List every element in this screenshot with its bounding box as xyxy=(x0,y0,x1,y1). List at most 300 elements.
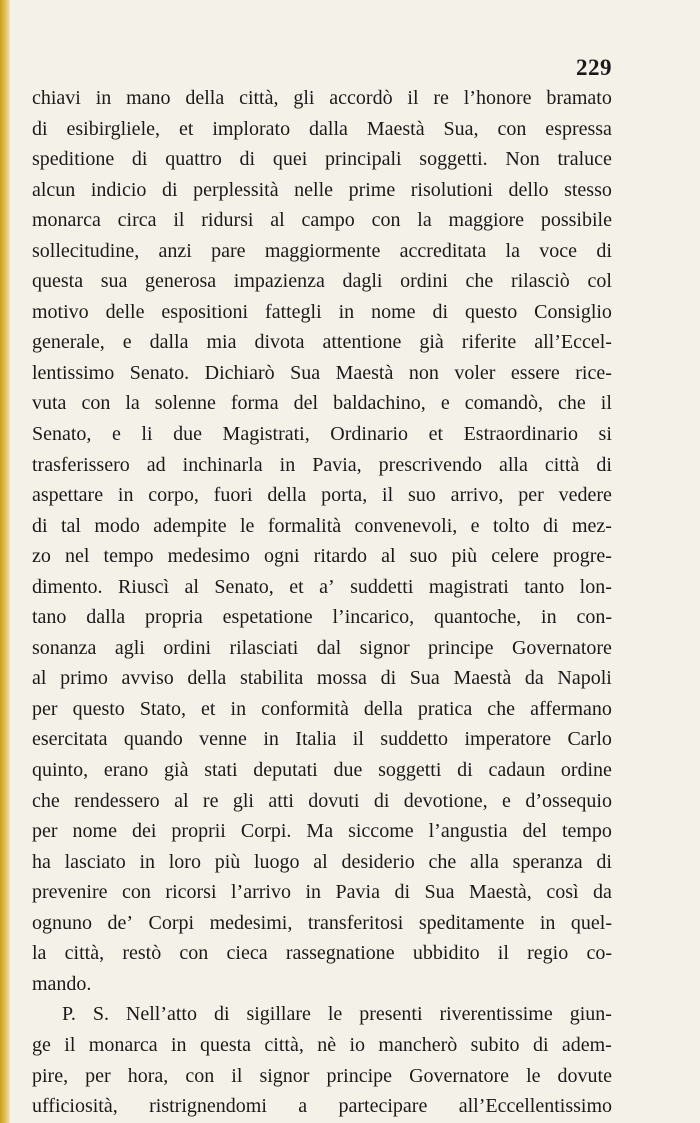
word: Pavia, xyxy=(312,453,362,476)
word: Carlo xyxy=(567,728,612,751)
text-line xyxy=(32,327,612,358)
word: pare xyxy=(211,239,246,262)
word: chiavi xyxy=(32,87,81,109)
text-line xyxy=(32,724,612,755)
word: così xyxy=(546,881,579,904)
word: comandò, xyxy=(464,392,544,415)
word: S. xyxy=(92,1003,109,1026)
word: circa xyxy=(117,209,157,232)
body-text xyxy=(32,83,612,1122)
word: nelle xyxy=(294,178,334,201)
word: desiderio xyxy=(341,850,415,873)
word: implorato xyxy=(212,117,291,140)
word: soggetti xyxy=(378,759,442,782)
word: ridursi xyxy=(201,209,254,232)
word: aspettare xyxy=(32,484,104,507)
word: et xyxy=(178,117,194,140)
word: fuori xyxy=(213,484,253,507)
word: espetatione xyxy=(222,606,313,629)
word: Sua xyxy=(424,881,455,904)
word: per xyxy=(85,1064,111,1087)
word: rilasciò xyxy=(510,270,570,293)
word: Maestà xyxy=(453,667,512,690)
word: il xyxy=(231,1064,243,1087)
word: non xyxy=(408,361,439,384)
word: adem- xyxy=(561,1033,612,1056)
word: ufficiosità, xyxy=(32,1095,118,1118)
word: siccome xyxy=(348,820,414,843)
word: che xyxy=(428,850,457,873)
word: signor xyxy=(259,1064,310,1087)
word: mia xyxy=(206,331,237,354)
word: il xyxy=(407,87,419,109)
word: mando. xyxy=(32,972,92,995)
text-line xyxy=(32,908,612,939)
word: tempo xyxy=(561,820,612,843)
word: con xyxy=(497,117,527,140)
word: ad xyxy=(146,453,166,476)
word: prime xyxy=(348,178,396,201)
word: Senato, xyxy=(32,423,92,446)
word: quando xyxy=(123,728,183,751)
word: a’ xyxy=(319,575,335,598)
word: alla xyxy=(498,453,528,476)
word: perplessità xyxy=(193,178,279,201)
word: Maestà xyxy=(335,361,394,384)
word: anzi xyxy=(158,239,192,262)
word: la xyxy=(32,942,47,965)
word: Ma xyxy=(306,820,334,843)
word: principe xyxy=(326,1064,393,1087)
word: per xyxy=(518,484,544,507)
word: primo xyxy=(60,667,108,690)
page-number: 229 xyxy=(576,55,612,80)
word: mano xyxy=(126,87,171,109)
word: tempo xyxy=(103,545,154,568)
word: prescrivendo xyxy=(378,453,482,476)
word: sonanza xyxy=(32,636,97,659)
word: Nell’atto xyxy=(125,1003,197,1026)
word: Governatore xyxy=(409,1064,510,1087)
text-line xyxy=(32,480,612,511)
word: devotione, xyxy=(403,789,488,812)
word: magistrati xyxy=(428,575,509,598)
word: voler xyxy=(454,361,496,384)
word: adempite xyxy=(153,514,227,537)
word: bramato xyxy=(546,87,612,109)
word: Consiglio xyxy=(534,300,612,323)
word: di xyxy=(596,239,612,262)
word: di xyxy=(131,148,148,171)
word: medesimi, xyxy=(209,911,293,934)
word: questo xyxy=(464,300,518,323)
text-line xyxy=(32,847,612,878)
word: città, xyxy=(64,942,105,965)
word: principali xyxy=(324,148,402,171)
word: vuta xyxy=(32,392,67,415)
word: riferite xyxy=(461,331,517,354)
word: solenne xyxy=(154,392,216,415)
word: Sua xyxy=(290,361,321,384)
word: che xyxy=(465,270,494,293)
word: per xyxy=(32,697,58,720)
word: generale, xyxy=(32,331,105,354)
word: della xyxy=(363,697,403,720)
word: Sua, xyxy=(443,117,479,140)
word: già xyxy=(419,331,444,354)
word: co- xyxy=(586,942,612,965)
text-line xyxy=(32,205,612,236)
word: essere xyxy=(510,361,560,384)
word: nè xyxy=(317,1033,337,1056)
word: di xyxy=(239,148,256,171)
word: voce xyxy=(539,239,578,262)
word: e xyxy=(111,423,121,446)
word: quattro xyxy=(165,148,222,171)
word: trasferissero xyxy=(32,453,130,476)
word: signor xyxy=(359,636,410,659)
word: de’ xyxy=(107,911,134,934)
word: di xyxy=(32,514,48,537)
word: il xyxy=(352,728,364,751)
word: in xyxy=(230,697,247,720)
word: le xyxy=(526,1064,541,1087)
word: vedere xyxy=(558,484,612,507)
word: in xyxy=(117,484,134,507)
text-line xyxy=(32,877,612,908)
word: impazienza xyxy=(233,270,325,293)
word: di xyxy=(394,881,411,904)
word: partecipare xyxy=(338,1095,428,1118)
word: in xyxy=(263,728,279,751)
word: et xyxy=(289,575,304,598)
word: al xyxy=(270,209,285,232)
word: principe xyxy=(428,636,494,659)
word: in xyxy=(541,606,557,629)
word: et xyxy=(201,697,216,720)
word: medesimo xyxy=(167,545,250,568)
word: loro xyxy=(168,850,201,873)
text-line xyxy=(32,1030,612,1061)
word: la xyxy=(125,392,140,415)
word: ristrignendomi xyxy=(149,1095,267,1118)
word: all’Eccellentissimo xyxy=(458,1095,612,1118)
word: con xyxy=(122,881,151,904)
word: affermano xyxy=(530,697,612,720)
word: io xyxy=(349,1033,366,1056)
word: per xyxy=(32,820,58,843)
word: dalla xyxy=(309,117,348,140)
word: Pavia xyxy=(335,881,380,904)
text-line xyxy=(32,266,612,297)
word: sua xyxy=(100,270,128,293)
word: Maestà, xyxy=(469,881,532,904)
word: ritardo xyxy=(313,545,367,568)
word: città, xyxy=(239,87,279,109)
word: il xyxy=(600,392,612,415)
word: città xyxy=(544,453,580,476)
word: la xyxy=(505,239,520,262)
text-line xyxy=(32,755,612,786)
word: da xyxy=(593,881,612,904)
word: re xyxy=(202,789,219,812)
word: di xyxy=(213,1003,230,1026)
word: del xyxy=(293,392,319,415)
word: tolto xyxy=(492,514,530,537)
word: accreditata xyxy=(399,239,487,262)
word: gli xyxy=(232,789,254,812)
word: transferitosi xyxy=(307,911,404,934)
word: generosa xyxy=(145,270,217,293)
word: dalla xyxy=(86,606,126,629)
text-line xyxy=(32,358,612,389)
word: nome xyxy=(371,300,416,323)
word: mancherò xyxy=(378,1033,458,1056)
word: traluce xyxy=(557,148,612,171)
word: in xyxy=(171,1033,187,1056)
word: ubbidito xyxy=(412,942,480,965)
word: gli xyxy=(293,87,315,109)
text-line xyxy=(32,572,612,603)
word: conformità xyxy=(261,697,349,720)
word: imperatore xyxy=(464,728,552,751)
word: del xyxy=(522,820,547,843)
word: ogni xyxy=(263,545,300,568)
text-line xyxy=(32,450,612,481)
word: dello xyxy=(508,178,549,201)
word: accordò xyxy=(329,87,393,109)
word: con xyxy=(179,942,209,965)
word: al xyxy=(174,789,189,812)
word: restò xyxy=(122,942,162,965)
word: P. xyxy=(62,1003,76,1026)
word: l’angustia xyxy=(428,820,508,843)
text-line xyxy=(32,969,612,1000)
word: espressa xyxy=(545,117,612,140)
text-line xyxy=(32,602,612,633)
word: progre- xyxy=(553,545,612,568)
word: l’honore xyxy=(463,87,532,109)
word: mez- xyxy=(571,514,612,537)
word: in xyxy=(539,911,556,934)
text-line xyxy=(32,938,612,969)
word: maggiormente xyxy=(264,239,381,262)
word: alcun xyxy=(32,178,76,201)
word: motivo xyxy=(32,300,89,323)
word: suddetti xyxy=(350,575,414,598)
word: attentione xyxy=(322,331,402,354)
word: quinto, xyxy=(32,759,89,782)
word: esercitata xyxy=(32,728,108,751)
page-binding-edge xyxy=(0,0,10,1123)
word: subito xyxy=(470,1033,520,1056)
word: venne xyxy=(199,728,247,751)
word: questa xyxy=(199,1033,252,1056)
word: di xyxy=(543,514,559,537)
word: al xyxy=(184,575,199,598)
word: Governatore xyxy=(511,636,612,659)
word: hora, xyxy=(127,1064,169,1087)
word: e xyxy=(470,514,480,537)
word: stabilita xyxy=(239,667,304,690)
word: tal xyxy=(60,514,81,537)
word: arrivo, xyxy=(450,484,504,507)
word: tano xyxy=(32,606,67,629)
word: che xyxy=(32,789,60,812)
word: più xyxy=(451,545,478,568)
word: quel- xyxy=(570,911,612,934)
word: di xyxy=(596,453,612,476)
word: modo xyxy=(94,514,140,537)
word: et xyxy=(428,423,444,446)
word: Corpi. xyxy=(240,820,292,843)
word: di xyxy=(373,789,390,812)
word: questa xyxy=(32,270,84,293)
text-line xyxy=(32,816,612,847)
word: ognuno xyxy=(32,911,92,934)
word: stati xyxy=(204,759,238,782)
word: deputati xyxy=(253,759,318,782)
text-line xyxy=(32,144,612,175)
word: campo xyxy=(301,209,355,232)
word: Senato, xyxy=(214,575,274,598)
word: l’incarico, xyxy=(332,606,415,629)
word: convenevoli, xyxy=(354,514,458,537)
word: Magistrati, xyxy=(222,423,310,446)
word: di xyxy=(32,117,48,140)
word: cadaun xyxy=(488,759,546,782)
word: di xyxy=(161,178,178,201)
word: le xyxy=(240,514,255,537)
word: la xyxy=(417,209,432,232)
word: proprii xyxy=(171,820,226,843)
word: propria xyxy=(145,606,203,629)
word: ordini xyxy=(163,636,212,659)
word: in xyxy=(139,850,156,873)
word: in xyxy=(305,881,322,904)
word: porta, xyxy=(321,484,368,507)
word: che xyxy=(558,392,586,415)
word: le xyxy=(327,1003,343,1026)
word: maggiore xyxy=(448,209,525,232)
word: d’ossequio xyxy=(525,789,612,812)
text-line xyxy=(32,1091,612,1122)
word: al xyxy=(313,850,328,873)
text-line xyxy=(32,83,612,114)
word: Stato, xyxy=(139,697,186,720)
text-line xyxy=(32,388,612,419)
word: di xyxy=(532,1033,549,1056)
word: divota xyxy=(254,331,305,354)
word: prevenire xyxy=(32,881,108,904)
word: di xyxy=(432,300,449,323)
word: rice- xyxy=(575,361,612,384)
word: avviso xyxy=(121,667,174,690)
word: speditione xyxy=(32,148,115,171)
word: in xyxy=(95,87,112,109)
word: ha xyxy=(32,850,51,873)
word: da xyxy=(524,667,544,690)
word: celere xyxy=(491,545,539,568)
word: si xyxy=(598,423,612,446)
word: zo xyxy=(32,545,51,568)
word: stesso xyxy=(564,178,612,201)
word: e xyxy=(440,392,450,415)
word: presenti xyxy=(359,1003,423,1026)
text-line xyxy=(32,633,612,664)
word: cieca xyxy=(226,942,268,965)
word: a xyxy=(298,1095,308,1118)
word: giun- xyxy=(569,1003,612,1026)
word: dalla xyxy=(149,331,189,354)
word: Non xyxy=(505,148,540,171)
word: dal xyxy=(316,636,342,659)
word: Estraordinario xyxy=(463,423,578,446)
word: speditamente xyxy=(418,911,525,934)
word: di xyxy=(457,759,473,782)
text-line xyxy=(32,511,612,542)
word: lentissimo xyxy=(32,361,115,384)
word: con xyxy=(371,209,401,232)
word: corpo, xyxy=(148,484,199,507)
word: di xyxy=(596,850,612,873)
word: agli xyxy=(114,636,145,659)
word: rilasciati xyxy=(229,636,299,659)
text-line xyxy=(32,999,612,1030)
word: Ordinario xyxy=(330,423,409,446)
word: ricorsi xyxy=(165,881,217,904)
word: tanto xyxy=(524,575,565,598)
word: monarca xyxy=(32,209,101,232)
word: Maestà xyxy=(366,117,425,140)
word: all’Eccel- xyxy=(534,331,612,354)
word: nel xyxy=(65,545,90,568)
word: due xyxy=(173,423,202,446)
word: già xyxy=(164,759,189,782)
text-line xyxy=(32,1061,612,1092)
word: e xyxy=(502,789,511,812)
word: Riuscì xyxy=(117,575,170,598)
word: il xyxy=(497,942,509,965)
word: fattegli xyxy=(265,300,322,323)
word: baldachino, xyxy=(333,392,426,415)
word: alla xyxy=(470,850,499,873)
word: ge xyxy=(32,1033,51,1056)
text-line xyxy=(32,114,612,145)
word: dei xyxy=(131,820,157,843)
word: che xyxy=(487,697,516,720)
text-line xyxy=(32,175,612,206)
word: suo xyxy=(407,484,436,507)
word: inchinarla xyxy=(182,453,263,476)
word: questo xyxy=(72,697,125,720)
word: Sua xyxy=(409,667,440,690)
word: indicio xyxy=(90,178,147,201)
word: con xyxy=(185,1064,215,1087)
word: Corpi xyxy=(148,911,195,934)
word: rassegnatione xyxy=(285,942,395,965)
word: della xyxy=(185,87,225,109)
word: e xyxy=(122,331,132,354)
word: città, xyxy=(264,1033,304,1056)
word: regio xyxy=(527,942,569,965)
word: in xyxy=(338,300,355,323)
word: atti xyxy=(268,789,294,812)
word: Italia xyxy=(295,728,337,751)
text-line xyxy=(32,786,612,817)
word: più xyxy=(214,850,241,873)
word: lasciato xyxy=(64,850,126,873)
